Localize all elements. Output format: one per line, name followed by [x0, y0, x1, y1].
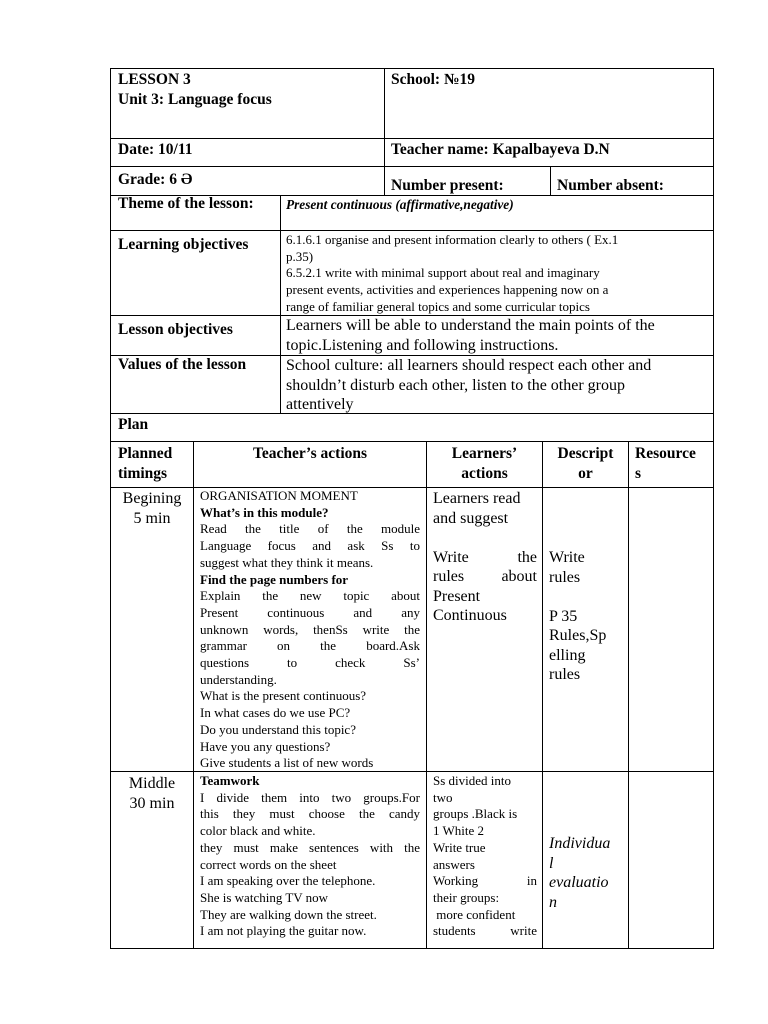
- header-text: or: [578, 465, 593, 482]
- descriptor-line: P 35: [549, 607, 578, 625]
- teacher-line: this they must choose the candy: [200, 806, 420, 822]
- values-line: School culture: all learners should respect each other and: [286, 357, 652, 374]
- teacher-line: They are walking down the street.: [200, 906, 377, 922]
- lesson-objective-line: Learners will be able to understand the main points of the: [286, 317, 655, 334]
- header-resources: [635, 444, 696, 484]
- timing-beginning: [111, 489, 193, 528]
- header-text: Planned: [118, 445, 173, 462]
- learning-objectives-label: Learning objectives: [118, 236, 249, 253]
- learners-line: two: [433, 789, 453, 805]
- lesson-date: Date: 10/11: [118, 141, 193, 158]
- learners-line: 1 White 2: [433, 823, 485, 839]
- descriptor-line: Rules,Sp: [549, 627, 607, 644]
- learners-line: Write true: [433, 839, 486, 855]
- teacher-line: Teamwork: [200, 773, 260, 788]
- teacher-line: correct words on the sheet: [200, 856, 337, 872]
- teacher-line: questions to check Ss’: [200, 655, 420, 671]
- middle-descriptor: [549, 834, 610, 912]
- teacher-line: unknown words, thenSs write the: [200, 621, 420, 637]
- descriptor-line: Write: [549, 549, 585, 566]
- theme-label: Theme of the lesson:: [118, 195, 254, 212]
- learners-line: Continuous: [433, 607, 507, 624]
- teacher-line: understanding.: [200, 671, 277, 687]
- teacher-name: Teacher name: Kapalbayeva D.N: [391, 141, 610, 158]
- middle-teacher-actions: [200, 773, 420, 940]
- timing-middle: [111, 774, 193, 813]
- timing-text: Middle: [128, 775, 176, 792]
- grade: Grade: 6 Ə: [118, 171, 193, 188]
- teacher-line: I divide them into two groups.For: [200, 789, 420, 805]
- teacher-line: Present continuous and any: [200, 604, 420, 620]
- descriptor-line: l: [549, 854, 554, 872]
- lesson-objectives-label: Lesson objectives: [118, 321, 233, 338]
- teacher-line: Have you any questions?: [200, 738, 331, 754]
- learners-line: answers: [433, 856, 475, 872]
- lesson-number: LESSON 3: [118, 71, 191, 88]
- teacher-line: She is watching TV now: [200, 889, 329, 905]
- school-number: School: №19: [391, 71, 476, 88]
- teacher-line: What’s in this module?: [200, 504, 329, 520]
- teacher-line: Do you understand this topic?: [200, 721, 356, 737]
- learning-objective-line: present events, activities and experiences happening now on a: [286, 282, 609, 298]
- teacher-line: I am speaking over the telephone.: [200, 873, 376, 889]
- lesson-objectives-text: [286, 316, 655, 355]
- teacher-line: In what cases do we use PC?: [200, 705, 351, 721]
- timing-text: 5 min: [133, 509, 171, 527]
- learners-line: rules about: [433, 568, 537, 585]
- descriptor-line: evaluatio: [549, 874, 609, 891]
- teacher-line: Find the page numbers for: [200, 571, 349, 587]
- header-text: Descript: [557, 445, 614, 462]
- teacher-line: suggest what they think it means.: [200, 554, 374, 570]
- header-text: Resource: [635, 445, 696, 462]
- teacher-line: Explain the new topic about: [200, 588, 420, 604]
- learners-line: more confident: [433, 906, 516, 922]
- header-learners-actions: [427, 444, 542, 484]
- teacher-line: ORGANISATION MOMENT: [200, 488, 358, 503]
- teacher-line: Language focus and ask Ss to: [200, 538, 420, 554]
- teacher-line: color black and white.: [200, 823, 316, 839]
- learners-line: Working in: [433, 873, 537, 889]
- teacher-line: I am not playing the guitar now.: [200, 923, 367, 939]
- descriptor-line: n: [549, 893, 557, 911]
- number-present: Number present:: [391, 177, 504, 194]
- learners-line: their groups:: [433, 889, 500, 905]
- header-descriptor: [543, 444, 628, 484]
- learners-line: groups .Black is: [433, 806, 518, 822]
- learning-objective-line: range of familiar general topics and some curricular topics: [286, 298, 590, 314]
- learners-line: Ss divided into: [433, 773, 512, 788]
- header-text: timings: [118, 465, 168, 482]
- header-text: s: [635, 465, 642, 482]
- learners-line: students write: [433, 923, 537, 939]
- header-teacher-actions: Teacher’s actions: [252, 445, 368, 462]
- timing-text: 30 min: [129, 794, 175, 812]
- descriptor-line: rules: [549, 568, 581, 586]
- learning-objectives-text: [286, 232, 710, 316]
- descriptor-line: Individua: [549, 835, 611, 852]
- values-line: attentively: [286, 396, 354, 413]
- descriptor-line: rules: [549, 666, 581, 683]
- beginning-teacher-actions: [200, 488, 420, 772]
- teacher-line: What is the present continuous?: [200, 688, 367, 704]
- beginning-learners-actions: [433, 489, 537, 626]
- number-absent: Number absent:: [557, 177, 664, 194]
- teacher-line: Read the title of the module: [200, 521, 420, 537]
- learning-objective-line: p.35): [286, 248, 314, 264]
- middle-learners-actions: [433, 773, 537, 940]
- learners-line: Present: [433, 587, 481, 605]
- learners-line: and suggest: [433, 509, 509, 527]
- learning-objective-line: 6.5.2.1 write with minimal support about real and imaginary: [286, 265, 600, 281]
- learning-objective-line: 6.1.6.1 organise and present information clearly to others ( Ex.1: [286, 232, 619, 247]
- descriptor-line: [549, 587, 606, 607]
- unit-title: Unit 3: Language focus: [118, 91, 272, 108]
- theme-value: Present continuous (affirmative,negative): [286, 197, 514, 212]
- learners-line: Write the: [433, 548, 537, 566]
- timing-text: Begining: [122, 490, 182, 507]
- descriptor-line: elling: [549, 646, 586, 664]
- values-label: Values of the lesson: [118, 356, 247, 373]
- plan-heading: Plan: [118, 416, 149, 433]
- teacher-line: Give students a list of new words: [200, 755, 374, 771]
- learners-line: Learners read: [433, 490, 521, 507]
- header-text: actions: [461, 465, 508, 482]
- values-text: [286, 356, 651, 415]
- teacher-line: grammar on the board.Ask: [200, 638, 420, 654]
- values-line: shouldn’t disturb each other, listen to the other group: [286, 376, 625, 394]
- teacher-line: they must make sentences with the: [200, 839, 420, 855]
- beginning-descriptor: [549, 548, 606, 685]
- header-planned-timings: [118, 444, 172, 484]
- header-text: Learners’: [451, 445, 518, 462]
- lesson-objective-line: topic.Listening and following instructions.: [286, 336, 559, 354]
